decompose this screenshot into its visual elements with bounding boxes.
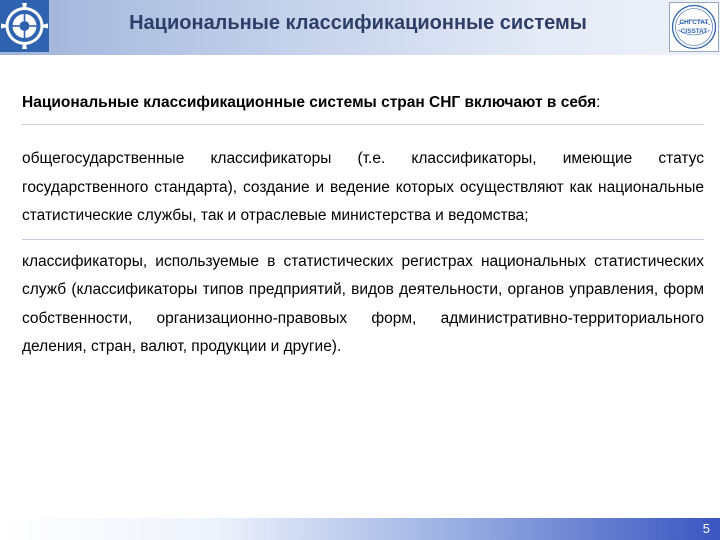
cisstat-logo xyxy=(669,2,719,52)
intro-line xyxy=(22,92,704,114)
divider-middle xyxy=(22,239,704,240)
slide-body xyxy=(22,92,704,362)
cisstat-logo-icon xyxy=(670,3,718,51)
paragraph-register-classifiers: классификаторы, используемые в статистических регистрах национальных статистических служб (классификаторы типов предприятий, видов деятельности, органов управления, форм собственности, организационно-правовых форм, административно-территориального деления, стран, валют, продукции и другие). xyxy=(22,252,704,355)
slide-title: Национальные классификационные системы xyxy=(129,12,587,34)
cisstat-logo-line: СНГСТАТ xyxy=(679,19,709,26)
intro-bold-text: Национальные классификационные системы стран СНГ включают в себя xyxy=(22,94,597,111)
page-number: 5 xyxy=(702,521,710,536)
header-bar xyxy=(0,0,720,55)
cisstat-logo-line: CISSTAT xyxy=(680,28,708,35)
footer-bar xyxy=(0,518,720,540)
cis-emblem-icon xyxy=(0,0,49,52)
paragraph-general-classifiers: общегосударственные классификаторы (т.е. классификаторы, имеющие статус государственного стандарта), создание и ведение которых осуществляют как национальные статистические службы, так и отраслевые министерства и ведомства; xyxy=(22,150,704,224)
intro-colon: : xyxy=(596,94,601,111)
divider-top xyxy=(22,124,704,125)
